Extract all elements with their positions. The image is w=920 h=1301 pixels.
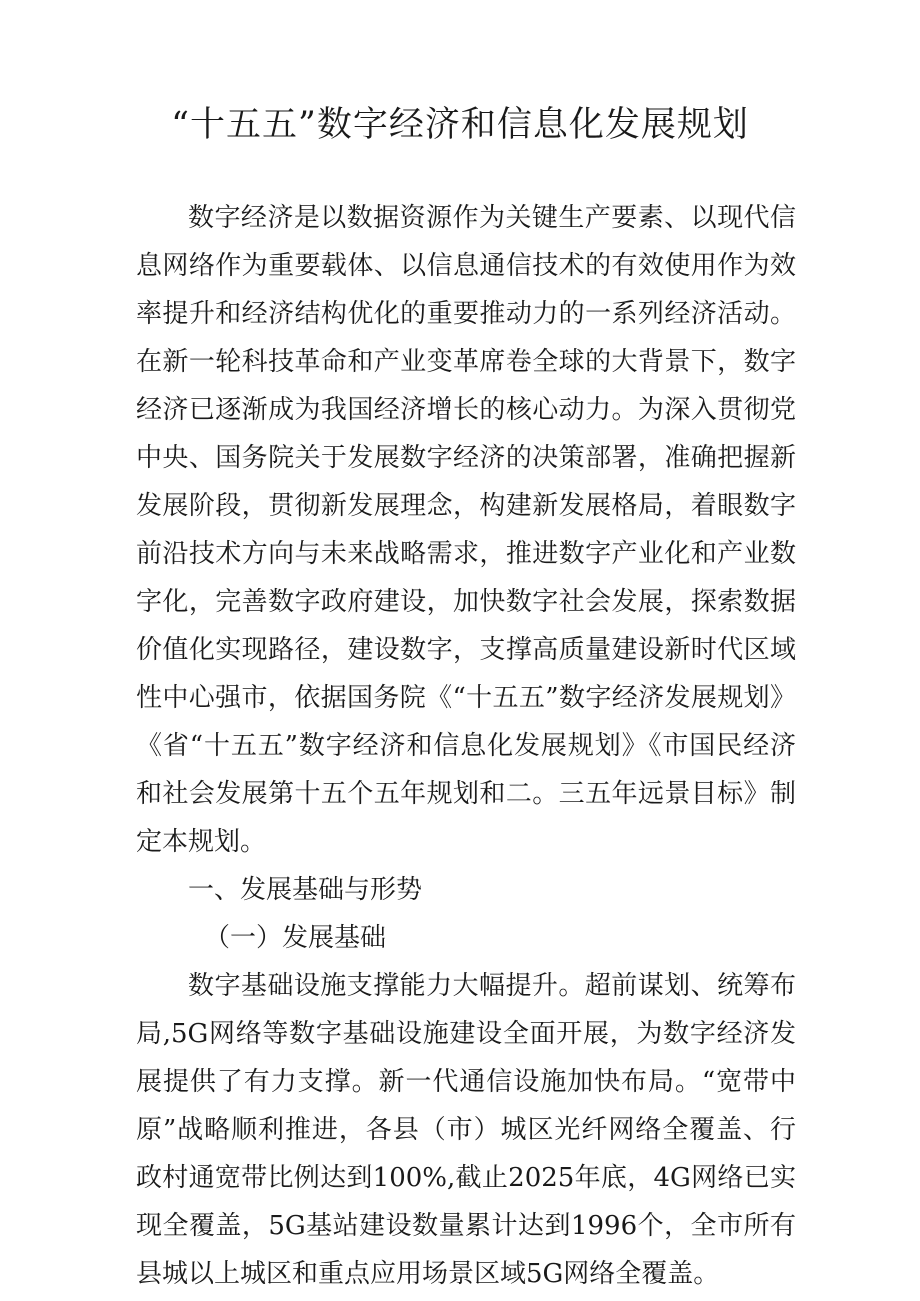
intro-paragraph: 数字经济是以数据资源作为关键生产要素、以现代信息网络作为重要载体、以信息通信技术的有效使用作为效率提升和经济结构优化的重要推动力的一系列经济活动。在新一轮科技革命和产业变革席卷全球的大背景下，数字经济已逐渐成为我国经济增长的核心动力。为深入贯彻党中央、国务院关于发展数字经济的决策部署，准确把握新发展阶段，贯彻新发展理念，构建新发展格局，着眼数字前沿技术方向与未来战略需求，推进数字产业化和产业数字化，完善数字政府建设，加快数字社会发展，探索数据价值化实现路径，建设数字，支撑高质量建设新时代区域性中心强市，依据国务院《“十五五”数字经济发展规划》《省“十五五”数字经济和信息化发展规划》《市国民经济和社会发展第十五个五年规划和二。三五年远景目标》制定本规划。 — [136, 203, 796, 857]
subsection-heading: （一）发展基础 — [204, 923, 387, 953]
document-body — [136, 194, 796, 1298]
basis-paragraph: 数字基础设施支撑能力大幅提升。超前谋划、统筹布局,5G网络等数字基础设施建设全面开展，为数字经济发展提供了有力支撑。新一代通信设施加快布局。“宽带中原”战略顺利推进，各县（市）城区光纤网络全覆盖、行政村通宽带比例达到100%,截止2025年底，4G网络已实现全覆盖，5G基站建设数量累计达到1996个，全市所有县城以上城区和重点应用场景区域5G网络全覆盖。 — [136, 971, 796, 1289]
section-heading: 一、发展基础与形势 — [188, 875, 423, 905]
document-title: “十五五”数字经济和信息化发展规划 — [171, 105, 749, 145]
